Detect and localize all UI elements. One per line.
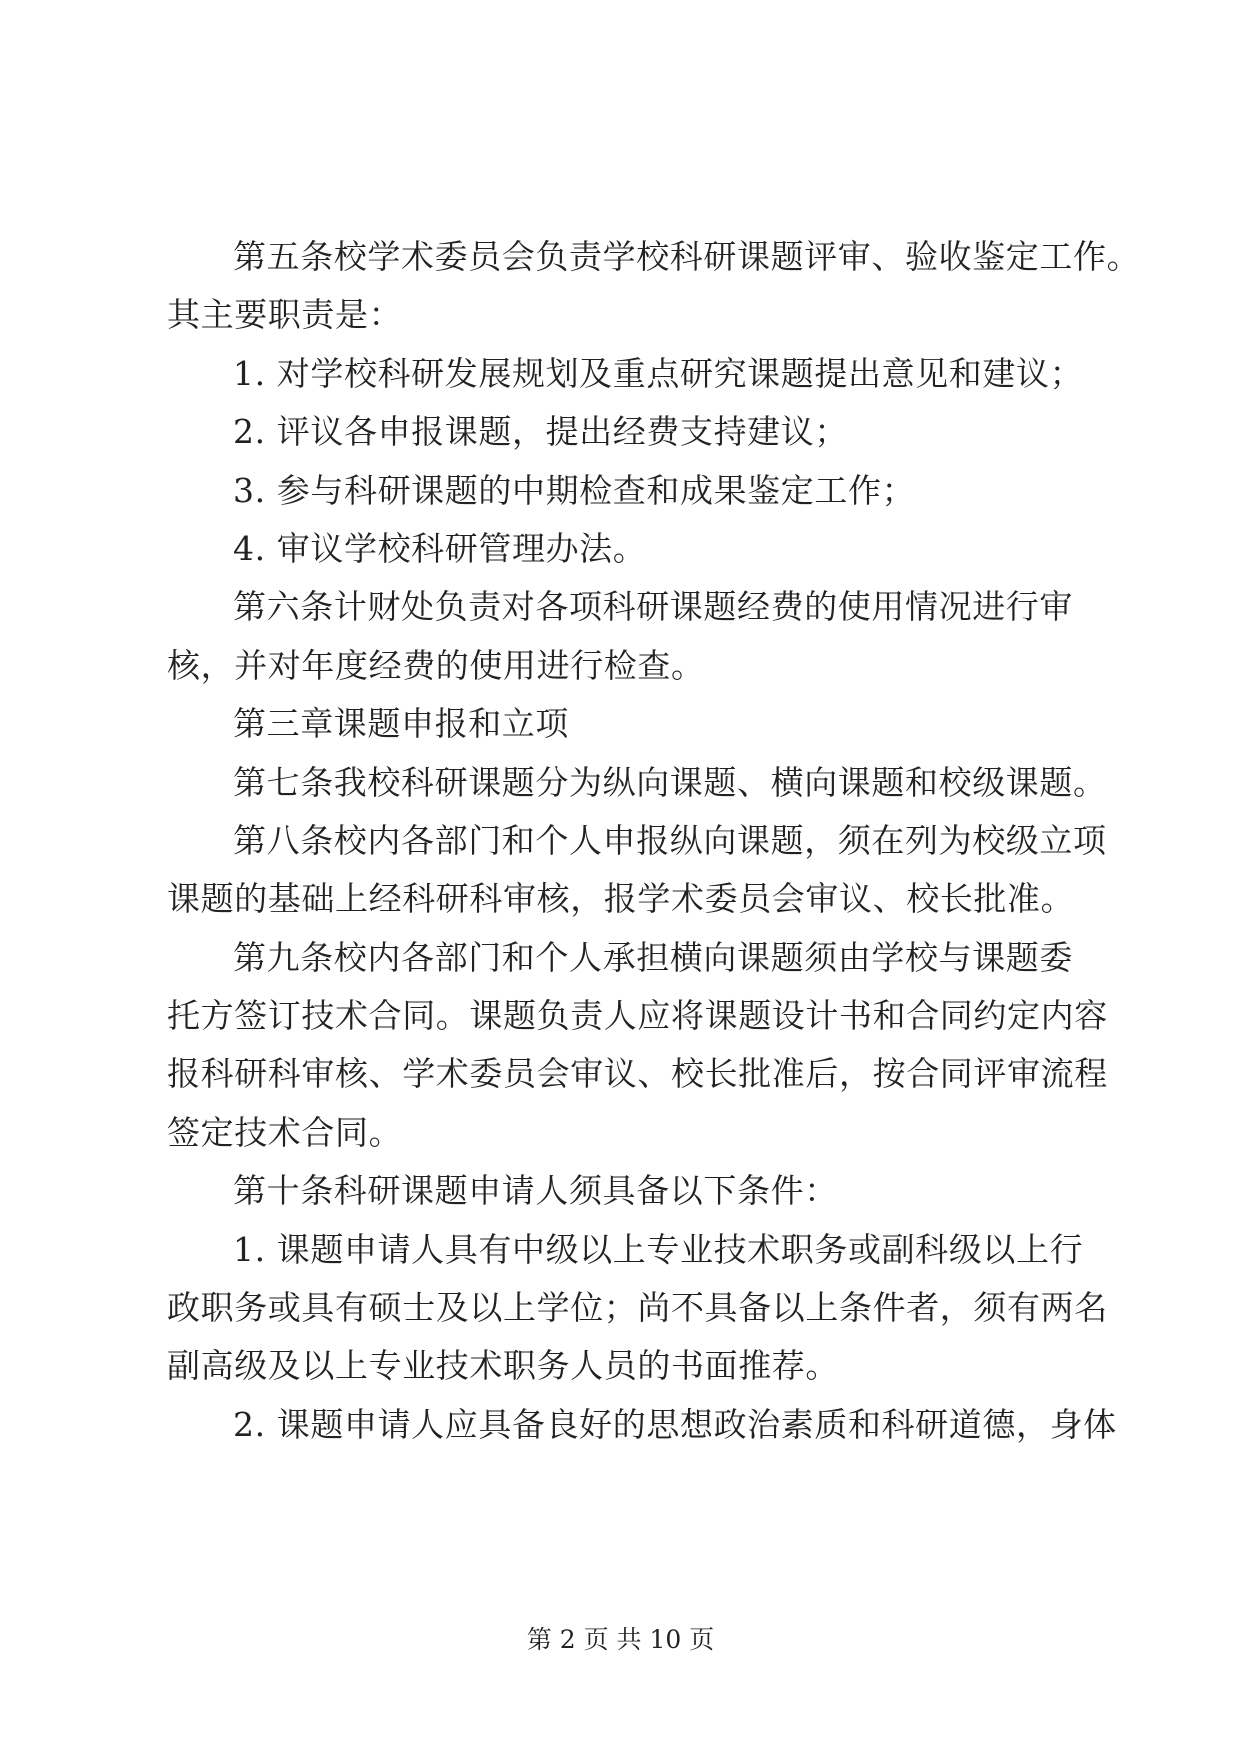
text-line: 3. 参与科研课题的中期检查和成果鉴定工作； — [233, 470, 916, 510]
text-line: 政职务或具有硕士及以上学位；尚不具备以上条件者，须有两名 — [167, 1288, 1108, 1328]
text-line: 4. 审议学校科研管理办法。 — [233, 528, 647, 568]
text-line: 课题的基础上经科研科审核，报学术委员会审议、校长批准。 — [167, 879, 1075, 919]
text-line: 托方签订技术合同。课题负责人应将课题设计书和合同约定内容 — [167, 996, 1108, 1036]
text-line: 副高级及以上专业技术职务人员的书面推荐。 — [167, 1346, 839, 1386]
text-line: 签定技术合同。 — [167, 1112, 403, 1152]
text-line: 其主要职责是： — [167, 295, 403, 335]
text-line: 第八条校内各部门和个人申报纵向课题，须在列为校级立项 — [233, 820, 1107, 860]
text-line: 2. 评议各申报课题，提出经费支持建议； — [233, 412, 848, 452]
text-line: 第十条科研课题申请人须具备以下条件： — [233, 1171, 838, 1211]
text-line: 第六条计财处负责对各项科研课题经费的使用情况进行审 — [233, 587, 1073, 627]
text-line: 报科研科审核、学术委员会审议、校长批准后，按合同评审流程 — [167, 1054, 1108, 1094]
chapter-heading: 第三章课题申报和立项 — [233, 704, 569, 744]
text-line: 第九条校内各部门和个人承担横向课题须由学校与课题委 — [233, 937, 1073, 977]
text-line: 核，并对年度经费的使用进行检查。 — [167, 645, 705, 685]
text-line: 1. 课题申请人具有中级以上专业技术职务或副科级以上行 — [233, 1229, 1084, 1269]
text-line: 1. 对学校科研发展规划及重点研究课题提出意见和建议； — [233, 353, 1084, 393]
body-text — [167, 228, 1141, 1454]
page-number-footer: 第 2 页 共 10 页 — [526, 1625, 715, 1654]
text-line: 第七条我校科研课题分为纵向课题、横向课题和校级课题。 — [233, 762, 1107, 802]
text-line: 2. 课题申请人应具备良好的思想政治素质和科研道德，身体 — [233, 1404, 1117, 1444]
text-line: 第五条校学术委员会负责学校科研课题评审、验收鉴定工作。 — [233, 237, 1141, 276]
